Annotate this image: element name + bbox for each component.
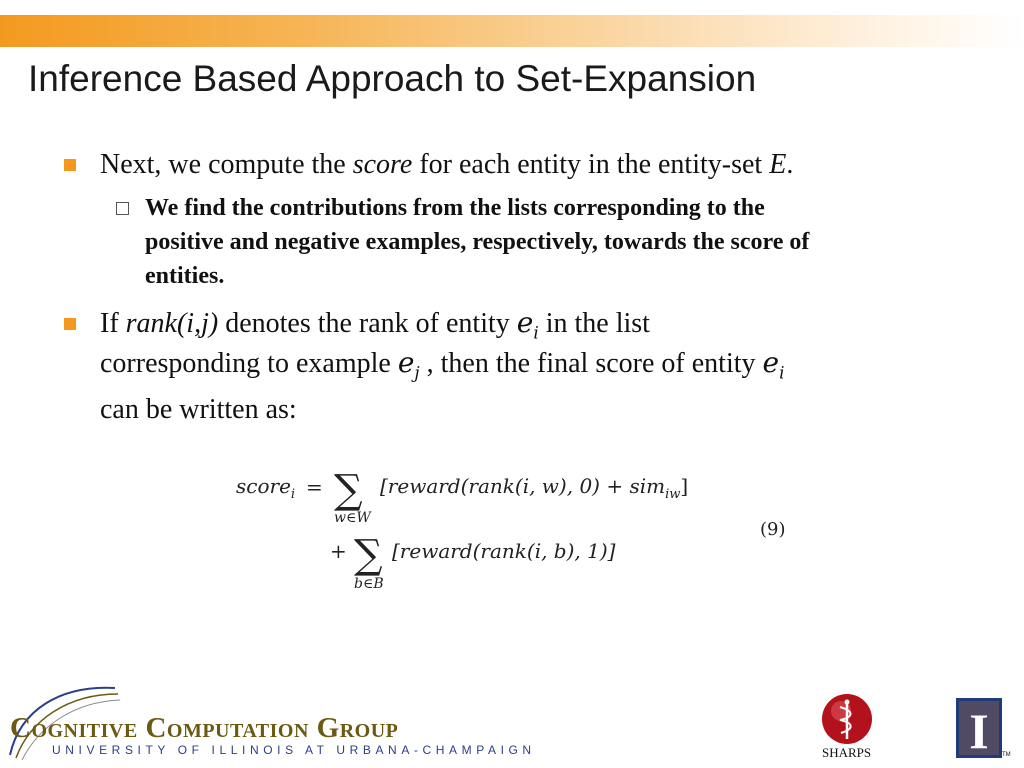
sharps-logo-icon bbox=[821, 693, 873, 745]
eq-sum-2: ∑ bbox=[354, 532, 383, 578]
svg-text:I: I bbox=[969, 703, 989, 758]
bullet-2-l2-mid: , then the final score of entity bbox=[419, 348, 763, 379]
trademark-mark: TM bbox=[1002, 752, 1011, 758]
university-name: UNIVERSITY OF ILLINOIS AT URBANA-CHAMPAIGN bbox=[52, 743, 536, 757]
eq-number: (9) bbox=[760, 519, 786, 540]
sub-bullet-line-2: positive and negative examples, respectively, towards the score of bbox=[145, 229, 810, 255]
eq-plus: + bbox=[330, 539, 347, 563]
eq-term-2: [reward(rank(i, b), 1)] bbox=[392, 539, 616, 563]
bullet-2-mid: denotes the rank of entity bbox=[218, 308, 517, 339]
bullet-2-pre: If bbox=[100, 308, 126, 339]
eq-sum-1: ∑ bbox=[334, 467, 363, 513]
bullet-1-text bbox=[100, 145, 793, 185]
sharps-label: SHARPS bbox=[822, 745, 872, 760]
bullet-1-pre: Next, we compute the bbox=[100, 149, 353, 180]
eq-sum-1-sub: w∈W bbox=[334, 510, 371, 526]
bullet-square-icon bbox=[64, 318, 76, 330]
bullet-2-line-3: can be written as: bbox=[100, 394, 297, 425]
eq-sum-2-sub: b∈B bbox=[354, 576, 384, 592]
bullet-2-line-2 bbox=[100, 343, 784, 393]
bullet-2-post: in the list bbox=[538, 308, 650, 339]
sub-bullet-line-3: entities. bbox=[145, 263, 225, 289]
bullet-2-rank: rank(i,j) bbox=[125, 308, 219, 339]
var-e-j: $e_j$ bbox=[397, 346, 420, 383]
bullet-1-end: . bbox=[786, 149, 794, 180]
group-name-logo: Cognitive Computation Group bbox=[10, 712, 399, 744]
var-e-i-2: $e_i$ bbox=[762, 346, 785, 383]
eq-term-1: [reward(rank(i, w), 0) + sim$_{iw}$] bbox=[380, 474, 689, 502]
eq-lhs: score$_i$ bbox=[236, 474, 296, 502]
illinois-block-i-logo-icon bbox=[956, 698, 1002, 758]
bullet-1-set: E bbox=[769, 149, 787, 180]
bullet-1-em: score bbox=[352, 149, 413, 180]
bullet-square-icon bbox=[64, 159, 76, 171]
eq-equals: = bbox=[306, 475, 323, 499]
sub-bullet-line-1: We find the contributions from the lists corresponding to the bbox=[145, 195, 765, 221]
bullet-2-l2-pre: corresponding to example bbox=[100, 348, 398, 379]
slide-title: Inference Based Approach to Set-Expansion bbox=[28, 58, 757, 99]
sub-bullet-hollow-square-icon bbox=[116, 202, 129, 215]
bullet-1-post: for each entity in the entity-set bbox=[412, 149, 770, 180]
var-e-i: $e_i$ bbox=[516, 306, 539, 343]
header-accent-bar bbox=[0, 15, 1024, 47]
